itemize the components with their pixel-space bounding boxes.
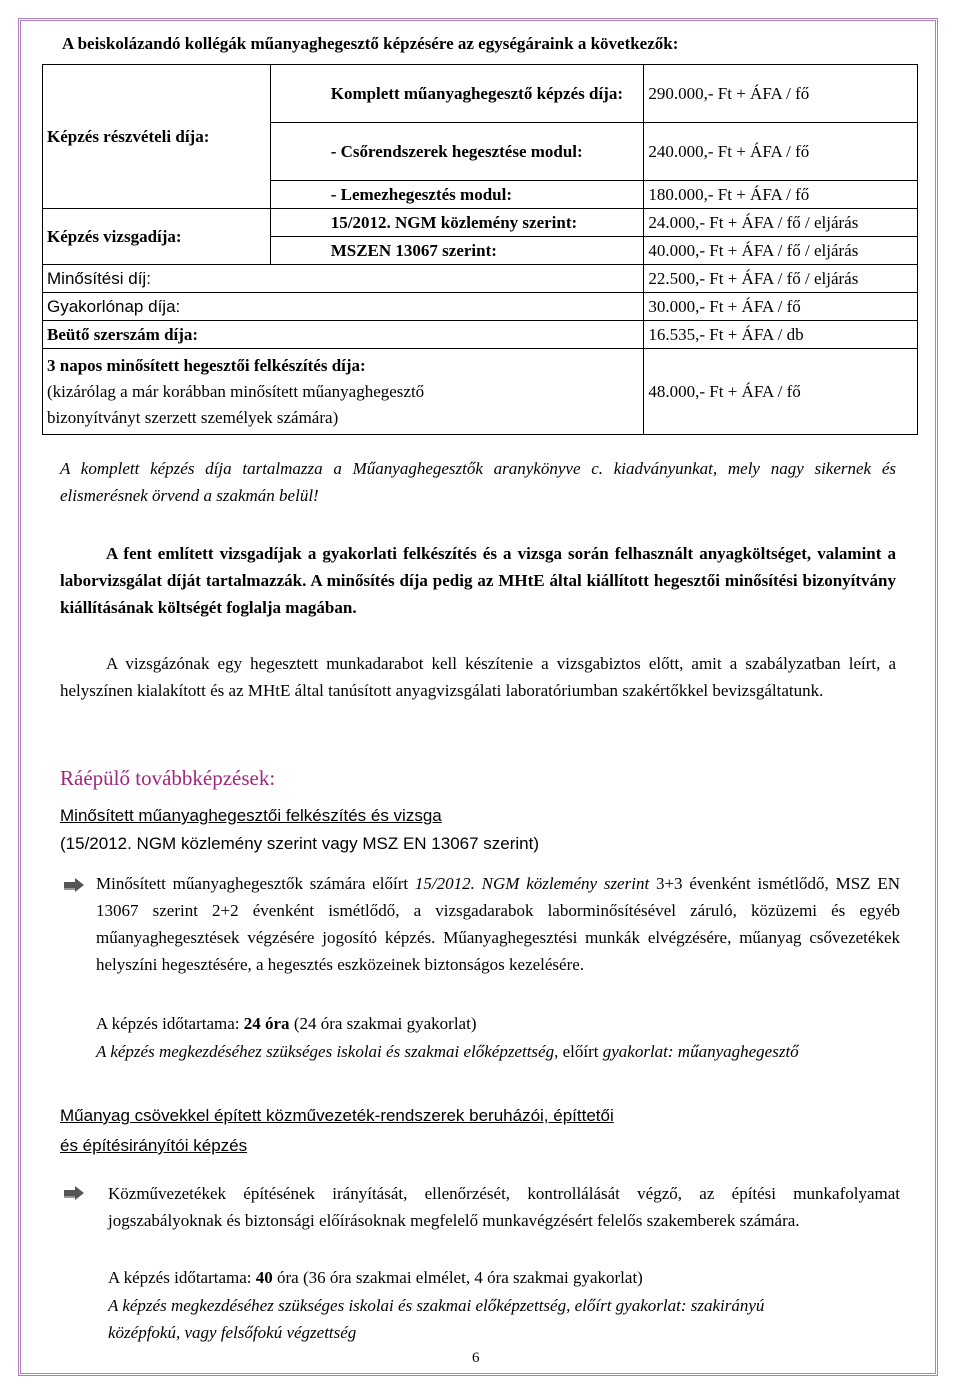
exam-paragraph: A vizsgázónak egy hegesztett munkadarabot kell készítenie a vizsgabiztos előtt, amit a szabályzatban leírt, a helyszínen kialakított és az MHtE által tanúsított anyagvizsgálati laboratóriumban szakértőkkel bevizsgáltatunk. xyxy=(60,654,896,700)
napos-line3: bizonyítványt szerzett személyek számára) xyxy=(47,407,339,427)
bold-paragraph xyxy=(60,540,896,621)
course1-text-b: 15/2012. NGM közlemény szerint xyxy=(414,874,650,893)
minosites-value: 22.500,- Ft + ÁFA / fő / eljárás xyxy=(644,265,918,293)
course2-title-line1: Műanyag csövekkel épített közművezeték-rendszerek beruházói, építtetői xyxy=(60,1106,614,1125)
cso-label: - Csőrendszerek hegesztése modul: xyxy=(270,123,644,181)
beuto-value: 16.535,- Ft + ÁFA / db xyxy=(644,321,918,349)
gyakorlo-value: 30.000,- Ft + ÁFA / fő xyxy=(644,293,918,321)
cso-value: 240.000,- Ft + ÁFA / fő xyxy=(644,123,918,181)
intro-heading: A beiskolázandó kollégák műanyaghegesztő képzésére az egységáraink a következők: xyxy=(62,34,679,53)
course1-prereq xyxy=(96,1038,826,1065)
napos-cell xyxy=(43,349,644,435)
ngm-value: 24.000,- Ft + ÁFA / fő / eljárás xyxy=(644,209,918,237)
course1-text-a: Minősített műanyaghegesztők számára előírt xyxy=(96,874,415,893)
bold-paragraph-part1: A fent említett vizsgadíjak a gyakorlati felkészítés és a vizsga során felhasznált anyagköltséget, valamint a laborvizsgálat díját tartalmazzák. xyxy=(60,544,896,590)
mszen-value: 40.000,- Ft + ÁFA / fő / eljárás xyxy=(644,237,918,265)
course1-text xyxy=(96,870,900,978)
beuto-label: Beütő szerszám díja: xyxy=(43,321,644,349)
italic-note: A komplett képzés díja tartalmazza a Műanyaghegesztők aranykönyve c. kiadványunkat, mely nagy sikernek és elismerésnek örvend a szakmán belül! xyxy=(60,459,896,505)
course2-duration-a: A képzés időtartama: xyxy=(108,1268,256,1287)
course2-duration xyxy=(108,1264,643,1291)
lemez-value: 180.000,- Ft + ÁFA / fő xyxy=(644,181,918,209)
course1-subtitle: (15/2012. NGM közlemény szerint vagy MSZ EN 13067 szerint) xyxy=(60,834,540,853)
course1-duration-a: A képzés időtartama: xyxy=(96,1014,244,1033)
ngm-label: 15/2012. NGM közlemény szerint: xyxy=(270,209,644,237)
arrow-bullet-icon xyxy=(64,1186,84,1200)
vizsga-label: Képzés vizsgadíja: xyxy=(43,209,271,265)
napos-line2: (kizárólag a már korábban minősített műanyaghegesztő xyxy=(47,381,425,401)
komplett-label: Komplett műanyaghegesztő képzés díja: xyxy=(270,65,644,123)
kepzes-label: Képzés részvételi díja: xyxy=(43,65,271,209)
course1-duration xyxy=(96,1010,477,1037)
lemez-label: - Lemezhegesztés modul: xyxy=(270,181,644,209)
course1-title: Minősített műanyaghegesztői felkészítés és vizsga xyxy=(60,806,442,825)
bold-paragraph-part2: A minősítés díja pedig az MHtE által kiállított hegesztői minősítési bizonyítvány kiállításának költségét foglalja magában. xyxy=(60,571,897,617)
course2-title-line2: és építésirányítói képzés xyxy=(60,1136,248,1155)
mszen-label: MSZEN 13067 szerint: xyxy=(270,237,644,265)
komplett-value: 290.000,- Ft + ÁFA / fő xyxy=(644,65,918,123)
page-number: 6 xyxy=(472,1350,480,1366)
fee-table xyxy=(42,64,918,435)
course1-text-c: 3+3 évenként ismétlődő, MSZ EN 13067 szerint 2+2 évenként ismétlődő, a vizsgadarabok laborminősítésével záruló, közüzemi és egyéb műanyaghegesztések végzésére jogosító képzés. Műanyaghegesztési munkák elvégzésére, műanyag csővezetékek helyszíni hegesztésére, a hegesztés eszközeinek biztonságos kezelésére. xyxy=(96,874,900,974)
napos-line1: 3 napos minősített hegesztői felkészítés díja: xyxy=(47,355,366,375)
minosites-label: Minősítési díj: xyxy=(43,265,644,293)
course1-prereq-a: A képzés megkezdéséhez szükséges iskolai és szakmai előképzettség xyxy=(96,1042,555,1061)
course2-duration-c: óra (36 óra szakmai elmélet, 4 óra szakmai gyakorlat) xyxy=(272,1268,643,1287)
course2-text: Közművezetékek építésének irányítását, ellenőrzését, kontrollálását végző, az építési munkafolyamat jogszabályoknak és biztonsági előírásoknak megfelelő munkavégzésért felelős szakemberek számára. xyxy=(108,1184,900,1230)
course2-prereq: A képzés megkezdéséhez szükséges iskolai és szakmai előképzettség, előírt gyakorlat: szakirányú középfokú, vagy felsőfokú végzettség xyxy=(108,1296,765,1342)
course1-duration-c: (24 óra szakmai gyakorlat) xyxy=(289,1014,477,1033)
course1-prereq-c: gyakorlat: műanyaghegesztő xyxy=(602,1042,799,1061)
arrow-bullet-icon xyxy=(64,878,84,892)
course1-duration-b: 24 óra xyxy=(243,1014,290,1033)
course1-prereq-b: , előírt xyxy=(554,1042,603,1061)
gyakorlo-label: Gyakorlónap díja: xyxy=(43,293,644,321)
course2-duration-b: 40 xyxy=(255,1268,273,1287)
section-title: Ráépülő továbbképzések: xyxy=(60,766,276,790)
napos-value: 48.000,- Ft + ÁFA / fő xyxy=(644,349,918,435)
